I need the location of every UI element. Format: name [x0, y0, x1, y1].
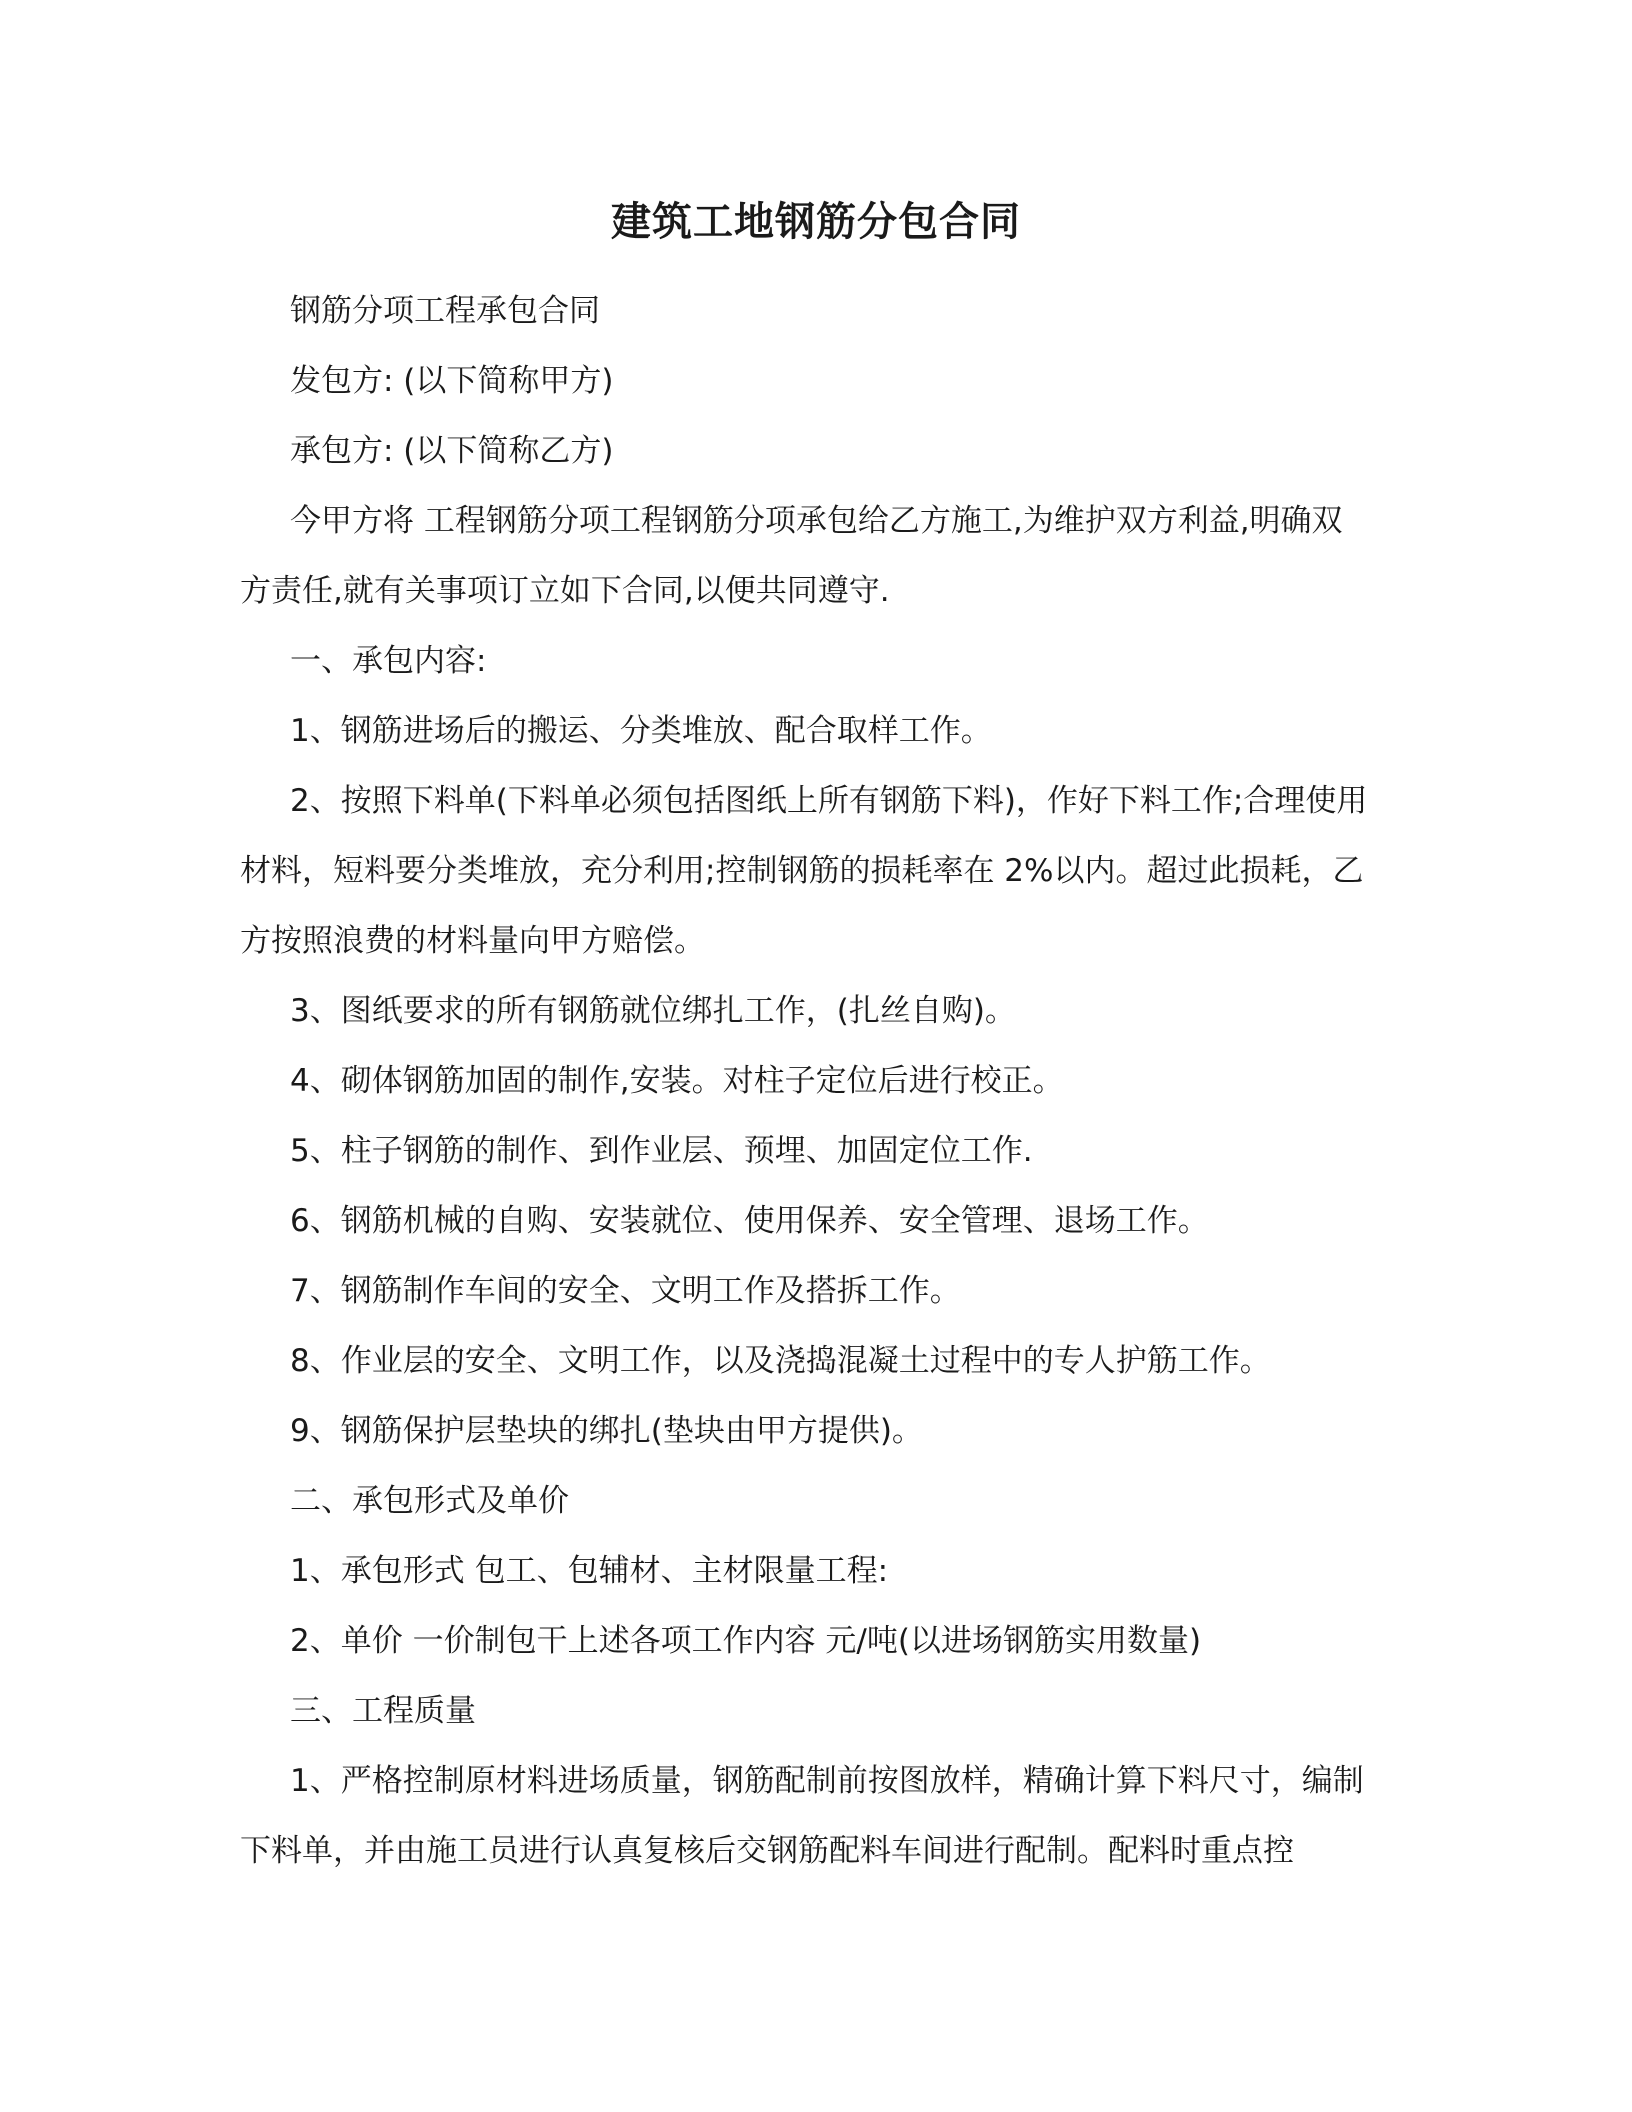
scope-item-6: 6、钢筋机械的自购、安装就位、使用保养、安全管理、退场工作。	[290, 1203, 1209, 1239]
scope-item-9: 9、钢筋保护层垫块的绑扎(垫块由甲方提供)。	[290, 1413, 923, 1449]
scope-item-1: 1、钢筋进场后的搬运、分类堆放、配合取样工作。	[290, 713, 992, 749]
scope-item-3: 3、图纸要求的所有钢筋就位绑扎工作，(扎丝自购)。	[290, 993, 1016, 1029]
subtitle-line: 钢筋分项工程承包合同	[290, 293, 600, 329]
scope-item-4: 4、砌体钢筋加固的制作,安装。对柱子定位后进行校正。	[290, 1063, 1064, 1099]
section-heading-pricing: 二、承包形式及单价	[290, 1483, 569, 1519]
scope-item-8: 8、作业层的安全、文明工作，以及浇捣混凝土过程中的专人护筋工作。	[290, 1343, 1271, 1379]
pricing-item-1: 1、承包形式 包工、包辅材、主材限量工程:	[290, 1553, 889, 1589]
contractor-line: 承包方: (以下简称乙方)	[290, 433, 614, 469]
quality-item-1: 1、严格控制原材料进场质量，钢筋配制前按图放样，精确计算下料尺寸，编制下料单，并由施工员进行认真复核后交钢筋配料车间进行配制。配料时重点控	[240, 1763, 1364, 1869]
employer-line: 发包方: (以下简称甲方)	[290, 363, 614, 399]
scope-item-5: 5、柱子钢筋的制作、到作业层、预埋、加固定位工作.	[290, 1133, 1033, 1169]
section-heading-scope: 一、承包内容:	[290, 643, 487, 679]
preamble-paragraph: 今甲方将 工程钢筋分项工程钢筋分项承包给乙方施工,为维护双方利益,明确双方责任,就有关事项订立如下合同,以便共同遵守.	[240, 503, 1343, 609]
section-heading-quality: 三、工程质量	[290, 1693, 476, 1729]
scope-item-7: 7、钢筋制作车间的安全、文明工作及搭拆工作。	[290, 1273, 961, 1309]
document-body	[240, 276, 1370, 1886]
document-title: 建筑工地钢筋分包合同	[611, 199, 1021, 245]
scope-item-2: 2、按照下料单(下料单必须包括图纸上所有钢筋下料)，作好下料工作;合理使用材料，短料要分类堆放，充分利用;控制钢筋的损耗率在 2%以内。超过此损耗，乙方按照浪费的材料量向甲方赔偿。	[240, 783, 1368, 959]
pricing-item-2: 2、单价 一价制包干上述各项工作内容 元/吨(以进场钢筋实用数量)	[290, 1623, 1202, 1659]
